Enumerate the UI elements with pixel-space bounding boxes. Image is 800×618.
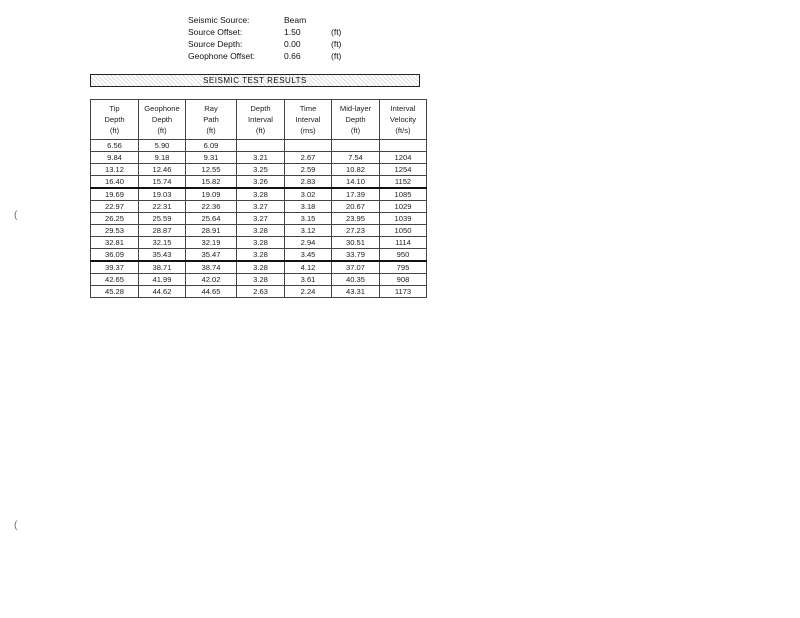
- table-cell: 1114: [380, 237, 427, 249]
- table-cell: 3.02: [285, 188, 332, 201]
- table-cell: 9.18: [139, 152, 186, 164]
- param-unit: (ft): [331, 39, 342, 49]
- table-cell: 19.69: [91, 188, 139, 201]
- table-cell: 40.35: [332, 274, 380, 286]
- column-header: [91, 100, 139, 140]
- column-header-line: (ft): [350, 126, 361, 135]
- table-cell: 32.19: [186, 237, 237, 249]
- table-cell: 1085: [380, 188, 427, 201]
- table-row: [91, 140, 427, 152]
- column-header-line: Time: [299, 104, 317, 113]
- table-cell: 22.36: [186, 201, 237, 213]
- table-cell: 3.61: [285, 274, 332, 286]
- table-cell: 3.18: [285, 201, 332, 213]
- table-cell: [380, 140, 427, 152]
- table-cell: 3.28: [237, 225, 285, 237]
- column-header-line: (ft): [109, 126, 120, 135]
- table-row: [91, 225, 427, 237]
- table-cell: 12.55: [186, 164, 237, 176]
- table-cell: 29.53: [91, 225, 139, 237]
- table-cell: 26.25: [91, 213, 139, 225]
- table-cell: 950: [380, 249, 427, 262]
- table-cell: 2.67: [285, 152, 332, 164]
- seismic-parameters: [188, 14, 388, 62]
- table-cell: 3.28: [237, 237, 285, 249]
- param-row-source: [188, 14, 388, 26]
- table-row: [91, 188, 427, 201]
- column-header-line: Depth: [151, 115, 173, 124]
- table-cell: 44.65: [186, 286, 237, 298]
- table-cell: [237, 140, 285, 152]
- column-header-line: Depth: [345, 115, 366, 124]
- results-banner: SEISMIC TEST RESULTS: [90, 74, 420, 87]
- table-cell: 28.87: [139, 225, 186, 237]
- table-cell: 1050: [380, 225, 427, 237]
- column-header-line: Depth: [250, 104, 271, 113]
- table-cell: 9.31: [186, 152, 237, 164]
- table-cell: 27.23: [332, 225, 380, 237]
- table-cell: 33.79: [332, 249, 380, 262]
- column-header: [139, 100, 186, 140]
- table-row: [91, 261, 427, 274]
- table-cell: 3.26: [237, 176, 285, 189]
- table-cell: 32.81: [91, 237, 139, 249]
- table-cell: 6.09: [186, 140, 237, 152]
- table-cell: 3.28: [237, 261, 285, 274]
- table-cell: 6.56: [91, 140, 139, 152]
- param-label: Seismic Source:: [188, 15, 250, 25]
- column-header-line: Ray: [204, 104, 218, 113]
- param-value: 0.66: [284, 51, 301, 61]
- column-header-line: (ft): [255, 126, 266, 135]
- table-cell: 15.74: [139, 176, 186, 189]
- table-cell: 3.15: [285, 213, 332, 225]
- param-row-geophone-offset: [188, 50, 388, 62]
- table-cell: 32.15: [139, 237, 186, 249]
- param-value: 1.50: [284, 27, 301, 37]
- table-cell: 7.54: [332, 152, 380, 164]
- column-header: [186, 100, 237, 140]
- table-cell: 38.71: [139, 261, 186, 274]
- table-cell: 4.12: [285, 261, 332, 274]
- table-cell: 9.84: [91, 152, 139, 164]
- table-row: [91, 213, 427, 225]
- table-cell: 22.97: [91, 201, 139, 213]
- column-header: [285, 100, 332, 140]
- table-cell: 41.99: [139, 274, 186, 286]
- table-cell: 43.31: [332, 286, 380, 298]
- column-header-line: Velocity: [389, 115, 417, 124]
- table-cell: 2.83: [285, 176, 332, 189]
- param-value: 0.00: [284, 39, 301, 49]
- table-cell: 25.64: [186, 213, 237, 225]
- table-body: [91, 140, 427, 298]
- seismic-results-table: [90, 99, 427, 298]
- table-header-row: [91, 100, 427, 140]
- column-header-line: Interval: [390, 104, 416, 113]
- table-cell: 22.31: [139, 201, 186, 213]
- table-cell: 3.27: [237, 201, 285, 213]
- table-cell: 15.82: [186, 176, 237, 189]
- table-cell: 3.45: [285, 249, 332, 262]
- column-header-line: (ms): [300, 126, 316, 135]
- table-cell: 20.67: [332, 201, 380, 213]
- table-cell: 14.10: [332, 176, 380, 189]
- table-cell: 795: [380, 261, 427, 274]
- table-cell: 908: [380, 274, 427, 286]
- table-cell: 42.02: [186, 274, 237, 286]
- param-unit: (ft): [331, 51, 342, 61]
- param-value: Beam: [284, 15, 307, 25]
- table-row: [91, 152, 427, 164]
- table-cell: 45.28: [91, 286, 139, 298]
- table-cell: 5.90: [139, 140, 186, 152]
- column-header-line: Interval: [295, 115, 321, 124]
- table-row: [91, 201, 427, 213]
- table-cell: 3.27: [237, 213, 285, 225]
- table-row: [91, 274, 427, 286]
- table-cell: 30.51: [332, 237, 380, 249]
- table-cell: 25.59: [139, 213, 186, 225]
- table-cell: 2.94: [285, 237, 332, 249]
- table-cell: 35.47: [186, 249, 237, 262]
- table-cell: 35.43: [139, 249, 186, 262]
- table-row: [91, 286, 427, 298]
- table-cell: 17.39: [332, 188, 380, 201]
- table-cell: 19.09: [186, 188, 237, 201]
- table-cell: 12.46: [139, 164, 186, 176]
- table-row: [91, 249, 427, 262]
- table-cell: 1254: [380, 164, 427, 176]
- table-cell: 3.28: [237, 249, 285, 262]
- table-cell: 2.24: [285, 286, 332, 298]
- table-cell: 1029: [380, 201, 427, 213]
- table-cell: 37.07: [332, 261, 380, 274]
- scan-mark: (: [14, 520, 18, 531]
- table-cell: 3.28: [237, 274, 285, 286]
- table-cell: 16.40: [91, 176, 139, 189]
- param-label: Source Offset:: [188, 27, 243, 37]
- table-cell: 1204: [380, 152, 427, 164]
- table-cell: 28.91: [186, 225, 237, 237]
- table-row: [91, 176, 427, 189]
- column-header: [380, 100, 427, 140]
- table-cell: 39.37: [91, 261, 139, 274]
- table-cell: 1039: [380, 213, 427, 225]
- column-header-line: (ft): [157, 126, 167, 135]
- param-unit: (ft): [331, 27, 342, 37]
- table-cell: 38.74: [186, 261, 237, 274]
- table-cell: 19.03: [139, 188, 186, 201]
- column-header-line: Geophone: [144, 104, 180, 113]
- table-cell: 42.65: [91, 274, 139, 286]
- table-cell: 44.62: [139, 286, 186, 298]
- table-cell: [332, 140, 380, 152]
- table-cell: 10.82: [332, 164, 380, 176]
- column-header-line: (ft/s): [395, 126, 411, 135]
- column-header: [332, 100, 380, 140]
- column-header-line: Tip: [109, 104, 120, 113]
- table-cell: 3.21: [237, 152, 285, 164]
- table-cell: 3.25: [237, 164, 285, 176]
- param-label: Source Depth:: [188, 39, 243, 49]
- table-cell: 2.63: [237, 286, 285, 298]
- table-cell: 3.28: [237, 188, 285, 201]
- table-cell: [285, 140, 332, 152]
- table-cell: 1152: [380, 176, 427, 189]
- column-header: [237, 100, 285, 140]
- table-cell: 1173: [380, 286, 427, 298]
- column-header-line: Mid-layer: [339, 104, 372, 113]
- table-cell: 3.12: [285, 225, 332, 237]
- column-header-line: Depth: [104, 115, 125, 124]
- param-row-source-depth: [188, 38, 388, 50]
- table-cell: 23.95: [332, 213, 380, 225]
- column-header-line: Path: [203, 115, 219, 124]
- param-row-source-offset: [188, 26, 388, 38]
- table-row: [91, 164, 427, 176]
- param-label: Geophone Offset:: [188, 51, 255, 61]
- table-cell: 13.12: [91, 164, 139, 176]
- table-row: [91, 237, 427, 249]
- table-cell: 2.59: [285, 164, 332, 176]
- table-cell: 36.09: [91, 249, 139, 262]
- column-header-line: (ft): [206, 126, 216, 135]
- scan-mark: (: [14, 210, 18, 221]
- column-header-line: Interval: [248, 115, 273, 124]
